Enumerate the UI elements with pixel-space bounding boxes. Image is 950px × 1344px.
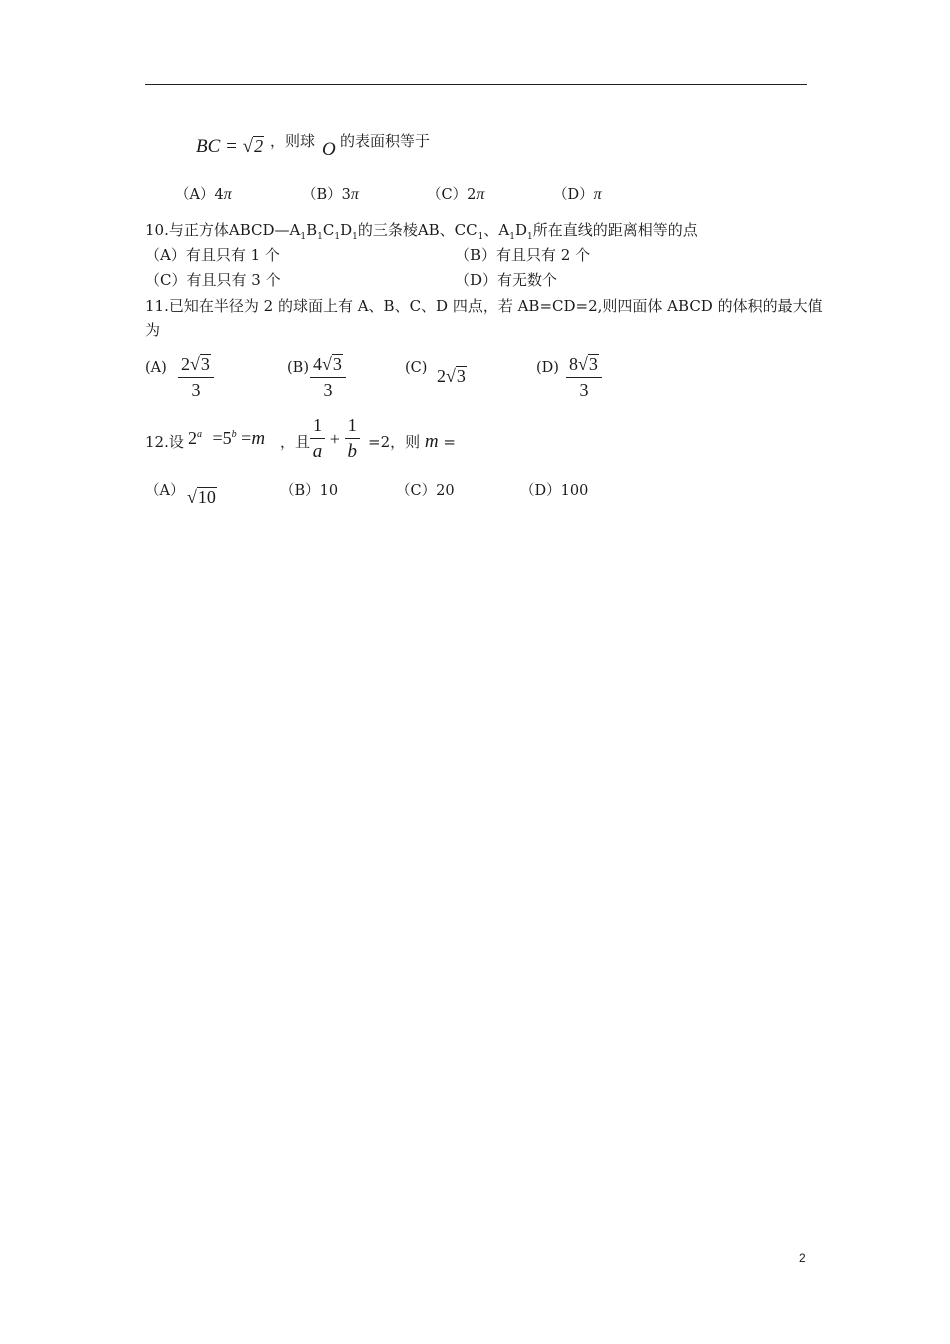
q11-option-b-value: $\frac{4√3}{3}$ <box>310 354 346 401</box>
q12-result: =2，则 m = <box>368 431 456 452</box>
q9-o-label: O <box>322 139 336 160</box>
q9-text-then-ball: ，则球 <box>270 132 316 150</box>
q10-option-a: （A）有且只有 1 个 <box>145 246 280 264</box>
q9-bc-label: BC = <box>196 136 238 157</box>
q9-option-b: （B）3π <box>302 186 359 203</box>
q12-option-b: （B）10 <box>280 483 339 499</box>
header-rule <box>145 84 807 85</box>
q12-option-a-value: √10 <box>187 487 216 507</box>
q11-option-d-value: $\frac{8√3}{3}$ <box>566 354 602 401</box>
q11-option-c-label: (C) <box>405 360 428 376</box>
q11-stem-line2: 为 <box>145 321 161 339</box>
q10-option-d: （D）有无数个 <box>455 271 558 289</box>
q9-option-a: （A）4π <box>175 186 232 203</box>
q11-option-c-value: 2√3 <box>437 366 466 386</box>
q11-option-d-label: (D) <box>536 360 559 376</box>
q12-number: 12.设 <box>145 433 184 451</box>
q11-stem-line1: 11.已知在半径为 2 的球面上有 A、B、C、D 四点，若 AB=CD=2,则四面体 ABCD 的体积的最大值 <box>145 297 823 315</box>
q12-and: ，且 <box>280 433 311 451</box>
q9-text-surface: 的表面积等于 <box>340 132 431 150</box>
q9-sqrt: √2 <box>242 136 264 157</box>
q9-sqrt-arg: 2 <box>254 136 264 156</box>
q10-stem: 10.与正方体$ABCD—A_1B_1C_1D_1$的三条棱AB、$CC_1$、$A_1D_1$所在直线的距离相等的点 <box>145 221 698 242</box>
q10-option-b: （B）有且只有 2 个 <box>455 246 591 264</box>
page-number: 2 <box>799 1251 806 1265</box>
q9-stem <box>196 136 264 158</box>
q11-option-a-label: (A) <box>145 360 167 376</box>
q12-fraction-sum: $\frac{1}{a}$ + $\frac{1}{b}$ <box>310 416 360 463</box>
q10-option-c: （C）有且只有 3 个 <box>145 271 281 289</box>
q12-expression-left: $2^a =5^b =m$ <box>188 428 266 449</box>
q12-option-c: （C）20 <box>396 483 455 499</box>
q12-option-d: （D）100 <box>520 483 589 499</box>
q11-option-b-label: (B) <box>287 360 309 376</box>
q12-option-a-label: （A） <box>145 483 185 499</box>
q9-option-c: （C）2π <box>427 186 485 203</box>
q9-option-d: （D）π <box>553 186 602 203</box>
q11-option-a-value: $\frac{2√3}{3}$ <box>178 354 214 401</box>
